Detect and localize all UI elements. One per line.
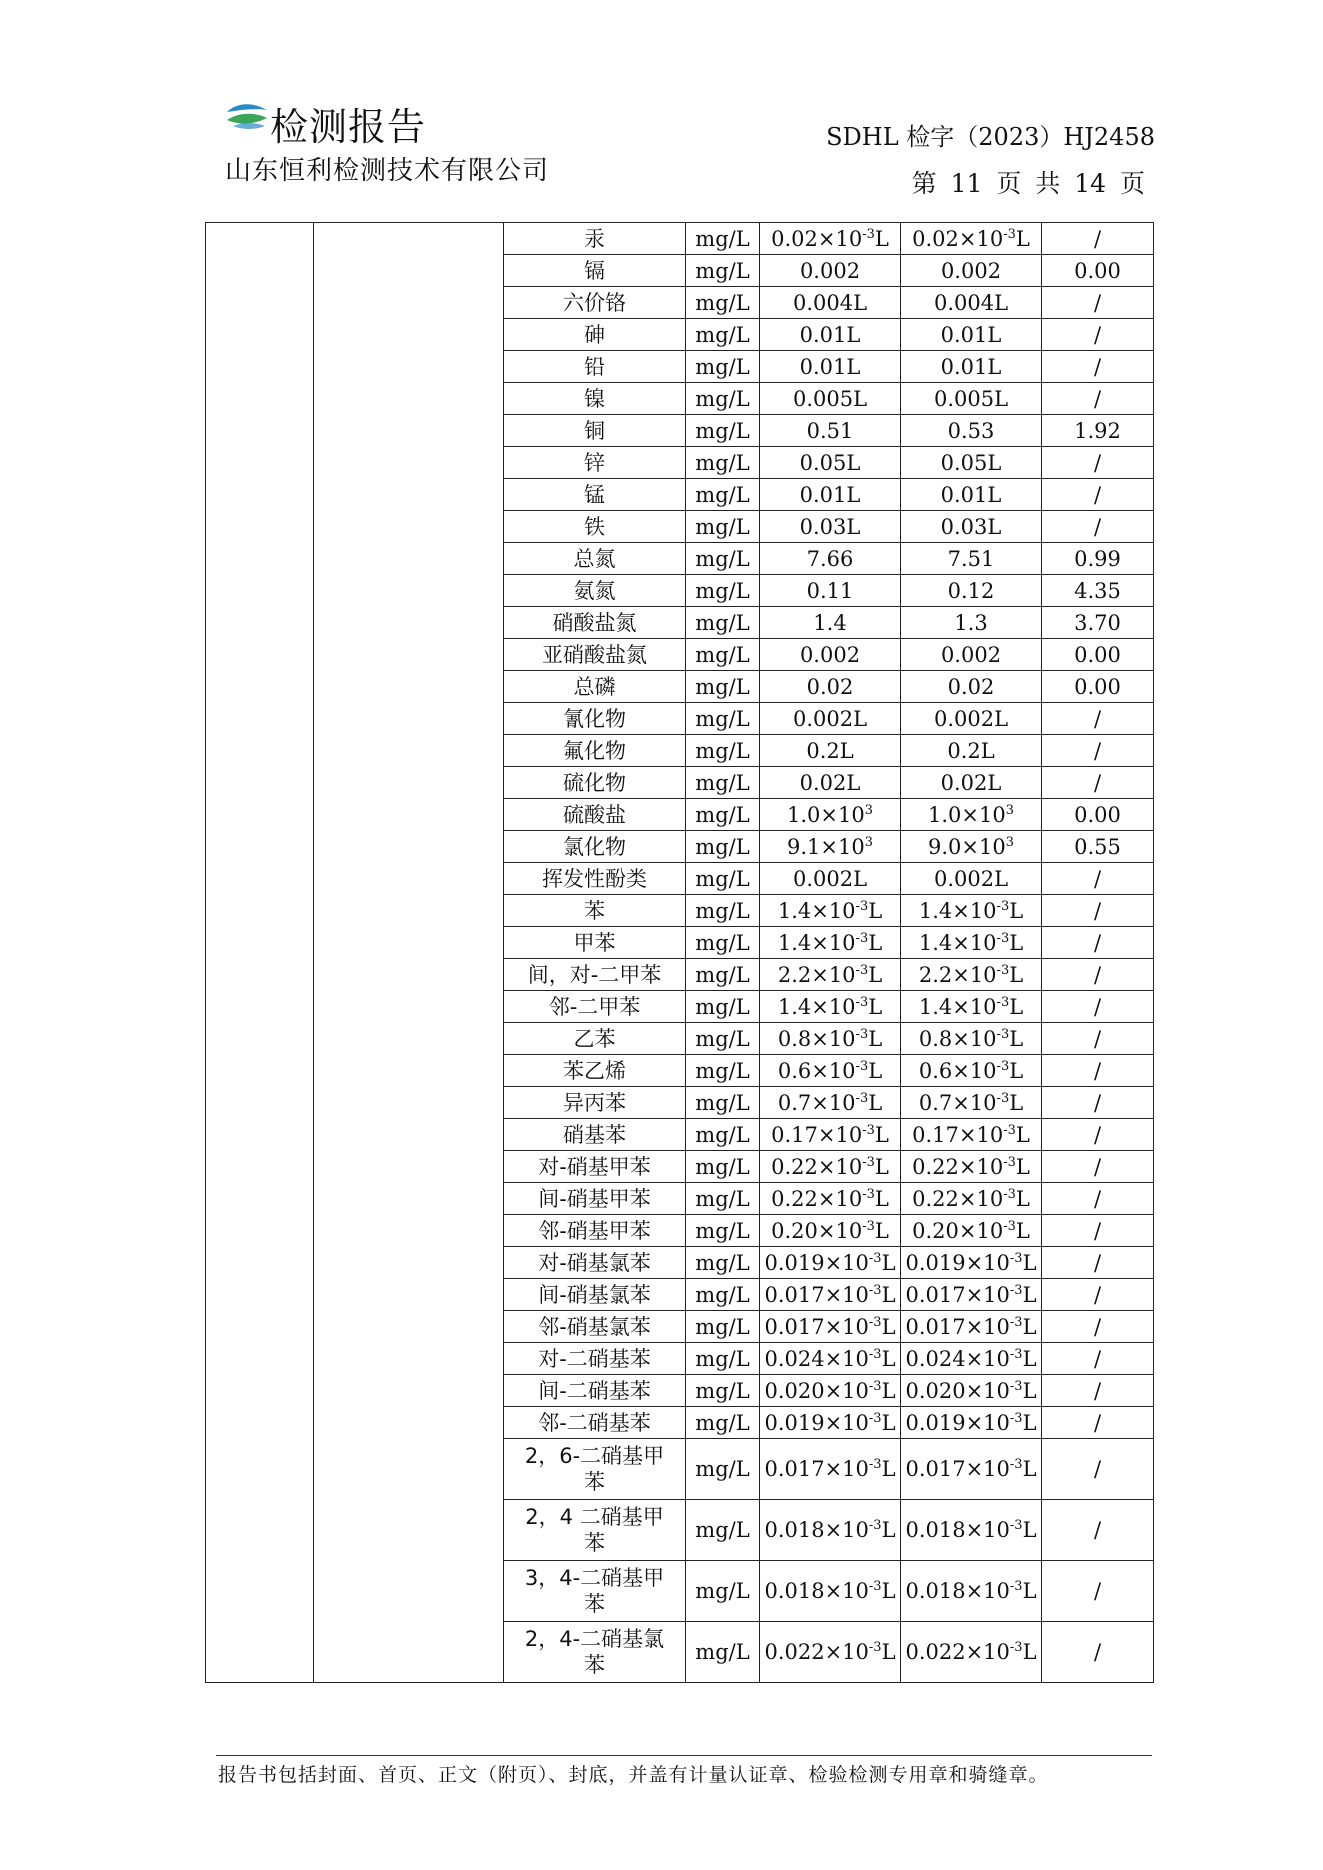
unit-cell: mg/L [686,1055,760,1087]
relative-deviation-cell: 0.99 [1042,543,1154,575]
relative-deviation-cell: / [1042,991,1154,1023]
result-2-cell: $1.4\times 10^{-3}L$ [901,895,1042,927]
result-2-cell: 0.002 [901,639,1042,671]
relative-deviation-cell: / [1042,1311,1154,1343]
result-1-cell: 0.004L [760,287,901,319]
result-2-cell: 0.004L [901,287,1042,319]
result-1-cell: $0.022\times 10^{-3}L$ [760,1622,901,1683]
relative-deviation-cell: / [1042,767,1154,799]
unit-cell: mg/L [686,1279,760,1311]
unit-cell: mg/L [686,1023,760,1055]
result-2-cell: $9.0\times 10^3$ [901,831,1042,863]
result-1-cell: $0.024\times 10^{-3}L$ [760,1343,901,1375]
result-2-cell: $0.8\times 10^{-3}L$ [901,1023,1042,1055]
item-name-cell: 邻-二甲苯 [504,991,686,1023]
result-2-cell: $0.020\times 10^{-3}L$ [901,1375,1042,1407]
result-2-cell: $0.22\times 10^{-3}L$ [901,1183,1042,1215]
unit-cell: mg/L [686,991,760,1023]
company-name: 山东恒利检测技术有限公司 [225,156,550,186]
relative-deviation-cell: / [1042,1375,1154,1407]
result-2-cell: $0.024\times 10^{-3}L$ [901,1343,1042,1375]
item-name-cell: 氨氮 [504,575,686,607]
result-1-cell: 0.11 [760,575,901,607]
relative-deviation-cell: / [1042,1343,1154,1375]
item-name-cell: 汞 [504,223,686,255]
report-number: SDHL 检字（2023）HJ2458 [826,123,1155,151]
relative-deviation-cell: / [1042,383,1154,415]
result-1-cell: 0.002L [760,863,901,895]
result-2-cell: 0.2L [901,735,1042,767]
unit-cell: mg/L [686,575,760,607]
result-1-cell: 0.005L [760,383,901,415]
unit-cell: mg/L [686,735,760,767]
relative-deviation-cell: / [1042,1561,1154,1622]
result-1-cell: $0.17\times 10^{-3}L$ [760,1119,901,1151]
result-2-cell: 0.01L [901,351,1042,383]
item-name-cell: 3，4-二硝基甲 苯 [504,1561,686,1622]
unit-cell: mg/L [686,415,760,447]
item-name-cell: 2，6-二硝基甲 苯 [504,1439,686,1500]
item-name-cell: 2，4-二硝基氯 苯 [504,1622,686,1683]
item-name-cell: 镉 [504,255,686,287]
relative-deviation-cell: / [1042,1407,1154,1439]
unit-cell: mg/L [686,671,760,703]
result-1-cell: 0.2L [760,735,901,767]
item-name-cell: 对-硝基氯苯 [504,1247,686,1279]
relative-deviation-cell: / [1042,1247,1154,1279]
result-2-cell: $0.7\times 10^{-3}L$ [901,1087,1042,1119]
result-1-cell: 1.4 [760,607,901,639]
unit-cell: mg/L [686,511,760,543]
relative-deviation-cell: / [1042,1151,1154,1183]
unit-cell: mg/L [686,1343,760,1375]
relative-deviation-cell: / [1042,1087,1154,1119]
result-1-cell: 7.66 [760,543,901,575]
result-2-cell: 0.002 [901,255,1042,287]
unit-cell: mg/L [686,1087,760,1119]
result-2-cell: 0.05L [901,447,1042,479]
result-1-cell: $1.4\times 10^{-3}L$ [760,895,901,927]
unit-cell: mg/L [686,767,760,799]
result-1-cell: $0.017\times 10^{-3}L$ [760,1311,901,1343]
result-1-cell: $0.20\times 10^{-3}L$ [760,1215,901,1247]
result-2-cell: 0.005L [901,383,1042,415]
item-name-cell: 锌 [504,447,686,479]
item-name-cell: 铁 [504,511,686,543]
result-2-cell: $1.4\times 10^{-3}L$ [901,927,1042,959]
relative-deviation-cell: 4.35 [1042,575,1154,607]
result-1-cell: $0.22\times 10^{-3}L$ [760,1183,901,1215]
item-name-cell: 邻-硝基氯苯 [504,1311,686,1343]
sample-id-cell [314,223,504,1683]
result-1-cell: 0.002 [760,639,901,671]
item-name-cell: 异丙苯 [504,1087,686,1119]
item-name-cell: 对-硝基甲苯 [504,1151,686,1183]
result-2-cell: $0.6\times 10^{-3}L$ [901,1055,1042,1087]
result-1-cell: $0.6\times 10^{-3}L$ [760,1055,901,1087]
result-1-cell: $0.017\times 10^{-3}L$ [760,1439,901,1500]
item-name-cell: 铅 [504,351,686,383]
relative-deviation-cell: / [1042,319,1154,351]
item-name-cell: 2，4 二硝基甲 苯 [504,1500,686,1561]
item-name-cell: 总氮 [504,543,686,575]
result-1-cell: $0.019\times 10^{-3}L$ [760,1407,901,1439]
item-name-cell: 邻-二硝基苯 [504,1407,686,1439]
unit-cell: mg/L [686,1407,760,1439]
relative-deviation-cell: / [1042,1183,1154,1215]
item-name-cell: 对-二硝基苯 [504,1343,686,1375]
result-2-cell: 0.002L [901,863,1042,895]
result-2-cell: $0.20\times 10^{-3}L$ [901,1215,1042,1247]
item-name-cell: 氟化物 [504,735,686,767]
result-2-cell: 1.3 [901,607,1042,639]
relative-deviation-cell: / [1042,703,1154,735]
result-1-cell: $0.8\times 10^{-3}L$ [760,1023,901,1055]
result-1-cell: 0.02 [760,671,901,703]
result-2-cell: $0.22\times 10^{-3}L$ [901,1151,1042,1183]
item-name-cell: 间-二硝基苯 [504,1375,686,1407]
relative-deviation-cell: 0.00 [1042,671,1154,703]
footer-note: 报告书包括封面、首页、正文（附页）、封底，并盖有计量认证章、检验检测专用章和骑缝章。 [218,1764,1049,1786]
unit-cell: mg/L [686,959,760,991]
unit-cell: mg/L [686,383,760,415]
item-name-cell: 间，对-二甲苯 [504,959,686,991]
relative-deviation-cell: / [1042,1622,1154,1683]
item-name-cell: 邻-硝基甲苯 [504,1215,686,1247]
unit-cell: mg/L [686,543,760,575]
relative-deviation-cell: / [1042,1215,1154,1247]
result-1-cell: $0.020\times 10^{-3}L$ [760,1375,901,1407]
result-2-cell: 0.03L [901,511,1042,543]
page-number: 第 11 页 共 14 页 [911,169,1145,198]
item-name-cell: 总磷 [504,671,686,703]
report-title: 检测报告 [270,105,427,149]
result-2-cell: $1.0\times 10^3$ [901,799,1042,831]
unit-cell: mg/L [686,351,760,383]
result-1-cell: 0.002L [760,703,901,735]
item-name-cell: 甲苯 [504,927,686,959]
relative-deviation-cell: / [1042,863,1154,895]
result-2-cell: 7.51 [901,543,1042,575]
result-2-cell: 0.02 [901,671,1042,703]
result-1-cell: 0.01L [760,319,901,351]
item-name-cell: 铜 [504,415,686,447]
result-2-cell: $0.019\times 10^{-3}L$ [901,1407,1042,1439]
unit-cell: mg/L [686,319,760,351]
result-1-cell: $0.018\times 10^{-3}L$ [760,1561,901,1622]
relative-deviation-cell: / [1042,1439,1154,1500]
unit-cell: mg/L [686,1151,760,1183]
unit-cell: mg/L [686,1439,760,1500]
result-2-cell: $0.019\times 10^{-3}L$ [901,1247,1042,1279]
unit-cell: mg/L [686,703,760,735]
relative-deviation-cell: / [1042,959,1154,991]
relative-deviation-cell: 0.00 [1042,639,1154,671]
unit-cell: mg/L [686,607,760,639]
unit-cell: mg/L [686,799,760,831]
result-2-cell: $2.2\times 10^{-3}L$ [901,959,1042,991]
relative-deviation-cell: / [1042,1055,1154,1087]
unit-cell: mg/L [686,1375,760,1407]
result-1-cell: $2.2\times 10^{-3}L$ [760,959,901,991]
item-name-cell: 硝基苯 [504,1119,686,1151]
result-1-cell: 0.02L [760,767,901,799]
test-results-table [205,222,1154,1683]
unit-cell: mg/L [686,479,760,511]
relative-deviation-cell: 0.00 [1042,799,1154,831]
unit-cell: mg/L [686,863,760,895]
result-1-cell: 0.05L [760,447,901,479]
result-1-cell: $0.7\times 10^{-3}L$ [760,1087,901,1119]
result-1-cell: $0.02\times 10^{-3}L$ [760,223,901,255]
item-name-cell: 硝酸盐氮 [504,607,686,639]
result-2-cell: $0.17\times 10^{-3}L$ [901,1119,1042,1151]
result-2-cell: $0.022\times 10^{-3}L$ [901,1622,1042,1683]
relative-deviation-cell: / [1042,447,1154,479]
relative-deviation-cell: / [1042,287,1154,319]
result-1-cell: $1.4\times 10^{-3}L$ [760,927,901,959]
item-name-cell: 苯乙烯 [504,1055,686,1087]
relative-deviation-cell: / [1042,1500,1154,1561]
item-name-cell: 硫化物 [504,767,686,799]
item-name-cell: 氰化物 [504,703,686,735]
result-1-cell: $1.0\times 10^3$ [760,799,901,831]
result-1-cell: 0.51 [760,415,901,447]
result-1-cell: $1.4\times 10^{-3}L$ [760,991,901,1023]
relative-deviation-cell: / [1042,735,1154,767]
item-name-cell: 乙苯 [504,1023,686,1055]
result-1-cell: 0.03L [760,511,901,543]
result-2-cell: 0.01L [901,479,1042,511]
unit-cell: mg/L [686,1119,760,1151]
result-2-cell: $0.017\times 10^{-3}L$ [901,1311,1042,1343]
result-1-cell: 0.01L [760,351,901,383]
result-1-cell: $9.1\times 10^3$ [760,831,901,863]
unit-cell: mg/L [686,1561,760,1622]
result-1-cell: 0.002 [760,255,901,287]
result-2-cell: 0.12 [901,575,1042,607]
unit-cell: mg/L [686,895,760,927]
unit-cell: mg/L [686,1311,760,1343]
item-name-cell: 硫酸盐 [504,799,686,831]
item-name-cell: 间-硝基氯苯 [504,1279,686,1311]
unit-cell: mg/L [686,831,760,863]
unit-cell: mg/L [686,223,760,255]
item-name-cell: 镍 [504,383,686,415]
result-1-cell: $0.019\times 10^{-3}L$ [760,1247,901,1279]
result-1-cell: $0.017\times 10^{-3}L$ [760,1279,901,1311]
unit-cell: mg/L [686,927,760,959]
unit-cell: mg/L [686,639,760,671]
relative-deviation-cell: / [1042,895,1154,927]
relative-deviation-cell: / [1042,1023,1154,1055]
table-row [206,223,1154,255]
result-2-cell: 0.002L [901,703,1042,735]
company-logo-icon [225,98,269,132]
relative-deviation-cell: / [1042,351,1154,383]
result-1-cell: $0.018\times 10^{-3}L$ [760,1500,901,1561]
item-name-cell: 氯化物 [504,831,686,863]
result-2-cell: 0.02L [901,767,1042,799]
item-name-cell: 锰 [504,479,686,511]
unit-cell: mg/L [686,1183,760,1215]
unit-cell: mg/L [686,1215,760,1247]
unit-cell: mg/L [686,1500,760,1561]
item-name-cell: 六价铬 [504,287,686,319]
item-name-cell: 间-硝基甲苯 [504,1183,686,1215]
table-body [206,223,1154,1683]
footer-divider [216,1755,1152,1756]
item-name-cell: 挥发性酚类 [504,863,686,895]
result-2-cell: $0.017\times 10^{-3}L$ [901,1439,1042,1500]
result-1-cell: 0.01L [760,479,901,511]
item-name-cell: 砷 [504,319,686,351]
relative-deviation-cell: / [1042,511,1154,543]
unit-cell: mg/L [686,1622,760,1683]
result-2-cell: $0.02\times 10^{-3}L$ [901,223,1042,255]
relative-deviation-cell: / [1042,223,1154,255]
relative-deviation-cell: / [1042,1119,1154,1151]
relative-deviation-cell: / [1042,479,1154,511]
item-name-cell: 亚硝酸盐氮 [504,639,686,671]
result-2-cell: 0.01L [901,319,1042,351]
item-name-cell: 苯 [504,895,686,927]
result-2-cell: $1.4\times 10^{-3}L$ [901,991,1042,1023]
relative-deviation-cell: 1.92 [1042,415,1154,447]
sample-point-cell [206,223,314,1683]
result-1-cell: $0.22\times 10^{-3}L$ [760,1151,901,1183]
relative-deviation-cell: 3.70 [1042,607,1154,639]
relative-deviation-cell: / [1042,1279,1154,1311]
relative-deviation-cell: 0.55 [1042,831,1154,863]
unit-cell: mg/L [686,287,760,319]
unit-cell: mg/L [686,1247,760,1279]
relative-deviation-cell: 0.00 [1042,255,1154,287]
result-2-cell: $0.018\times 10^{-3}L$ [901,1500,1042,1561]
unit-cell: mg/L [686,447,760,479]
relative-deviation-cell: / [1042,927,1154,959]
result-2-cell: $0.018\times 10^{-3}L$ [901,1561,1042,1622]
unit-cell: mg/L [686,255,760,287]
result-2-cell: 0.53 [901,415,1042,447]
result-2-cell: $0.017\times 10^{-3}L$ [901,1279,1042,1311]
